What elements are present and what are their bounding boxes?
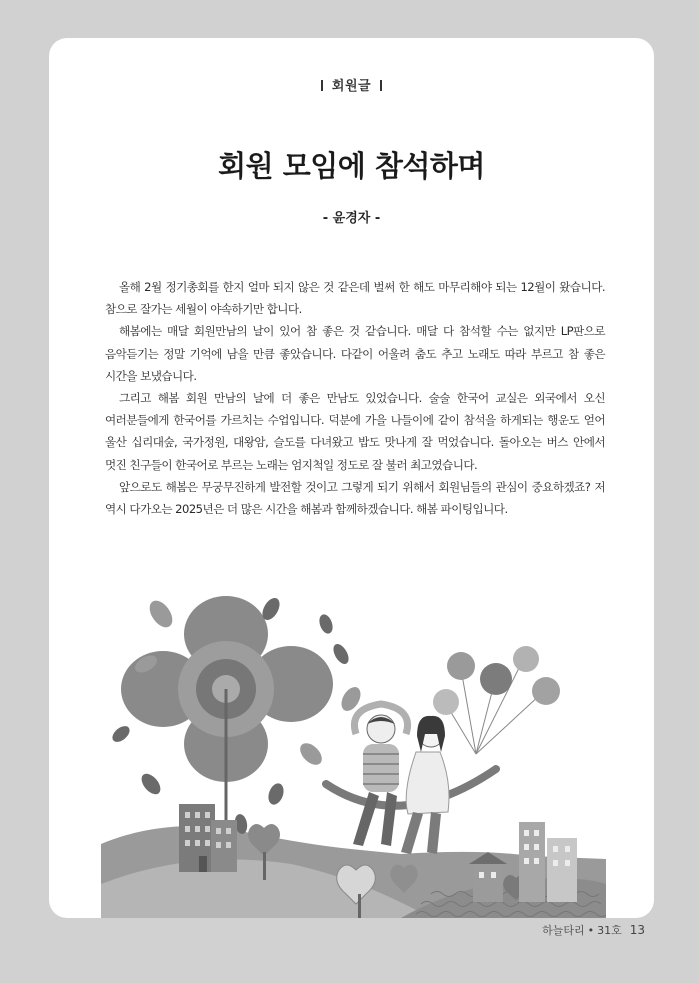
section-label-left-bar [321, 80, 323, 91]
paragraph-4: 앞으로도 해봄은 무궁무진하게 발전할 것이고 그렇게 되기 위해서 회원님들의 관심이 중요하겠죠? 저 역시 다가오는 2025년은 더 많은 시간을 해봄과 함께하겠습니다. 해봄 파이팅입니다. [105, 479, 605, 517]
left-buildings [179, 804, 237, 872]
section-label [49, 75, 654, 94]
article-body [105, 276, 605, 520]
heart-balloons [433, 646, 560, 754]
section-label-text: 회원글 [331, 79, 372, 94]
big-flower [121, 596, 333, 834]
footer-issue: 31호 [597, 924, 622, 937]
boy-figure [353, 704, 408, 846]
paragraph-1: 올해 2월 정기총회를 한지 얼마 되지 않은 것 같은데 벌써 한 해도 마무리해야 되는 12월이 왔습니다. 참으로 잘가는 세월이 야속하기만 합니다. [105, 280, 605, 317]
footer-separator: • [587, 923, 595, 937]
article-author: - 윤경자 - [322, 211, 381, 226]
paragraph-3: 그리고 해봄 회원 만남의 날에 더 좋은 만남도 있었습니다. 술술 한국어 교실은 외국에서 오신 여러분들에게 한국어를 가르치는 수업입니다. 덕분에 가을 나들이에 같이 참석을 하게되는 행운도 얻어 울산 십리대숲, 국가정원, 대왕암, 슬도를 다녀왔고 밥도 맛나게 잘 먹었습니다. 돌아오는 버스 안에서 멋진 친구들이 한국어로 부르는 노래는 엄지척일 정도로 잘 불러 최고였습니다. [105, 391, 605, 472]
footer-publication: 하늘타리 [542, 924, 585, 937]
article-card [49, 38, 654, 918]
girl-figure [401, 716, 449, 854]
section-label-right-bar [380, 80, 382, 91]
footer-page-number: 13 [629, 923, 645, 937]
couple-on-hill-illustration [101, 594, 606, 918]
paragraph-2: 해봄에는 매달 회원만남의 날이 있어 참 좋은 것 같습니다. 매달 다 참석할 수는 없지만 LP판으로 음악듣기는 정말 기억에 남을 만큼 좋았습니다. 다같이 어울려 춤도 추고 노래도 따라 부르고 참 좋은 시간을 보냈습니다. [105, 324, 606, 383]
page-footer [542, 922, 645, 938]
article-title: 회원 모임에 참석하며 [218, 149, 485, 183]
right-buildings [469, 822, 577, 902]
